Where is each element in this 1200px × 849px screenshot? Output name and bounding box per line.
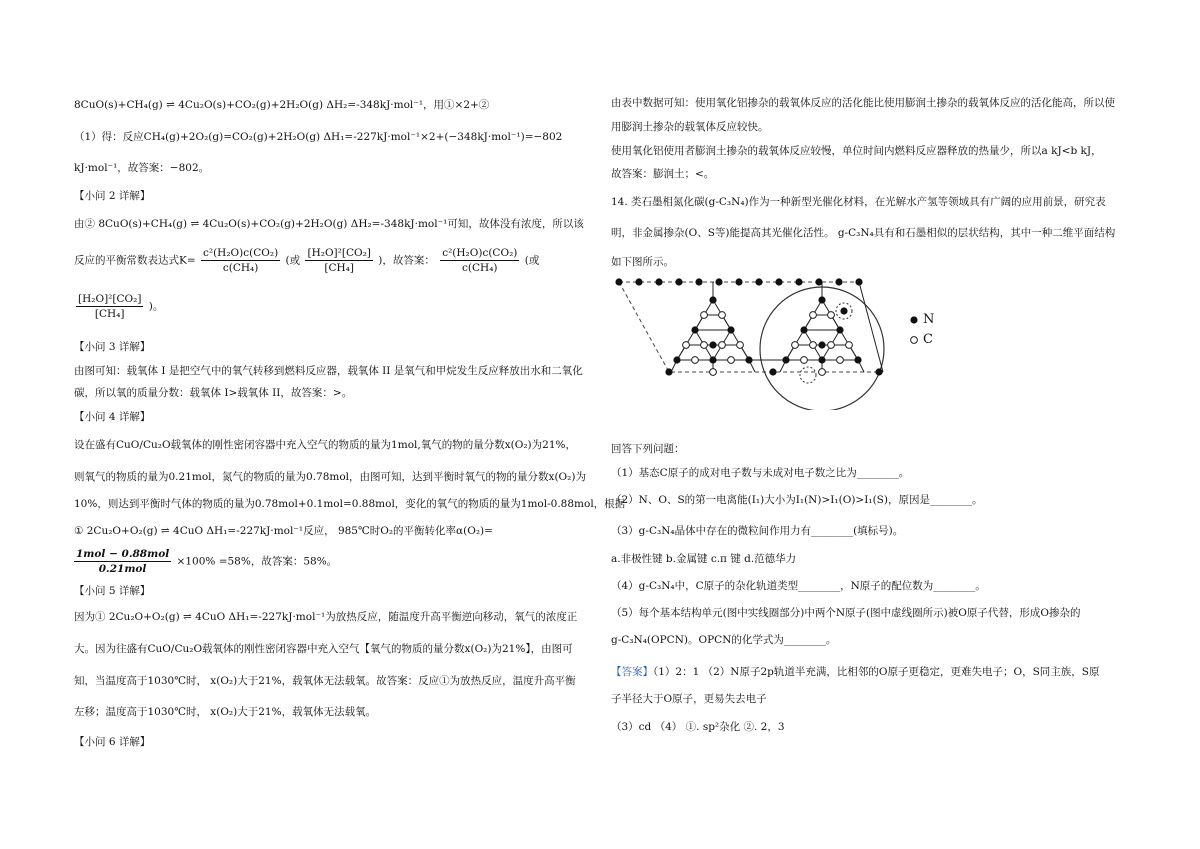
text-line: g-C₃N₄(OPCN)。OPCN的化学式为________。 xyxy=(611,634,837,646)
equilibrium-constant-line xyxy=(74,246,539,275)
text-line: 回答下列问题： xyxy=(611,443,685,455)
text-line: 用膨润土掺杂的载氧体反应较快。 xyxy=(611,121,769,133)
question-5: （5）每个基本结构单元(图中实线圈部分)中两个N原子(图中虚线圈所示)被O原子代替，形成O掺杂的 xyxy=(611,607,1081,619)
text-line: 明，非金属掺杂(O、S等)能提高其光催化活性。 g-C₃N₄具有和石墨相似的层状结构，其中一种二维平面结构 xyxy=(611,227,1116,239)
answer-line xyxy=(611,665,1100,679)
fraction-denominator: c(CH₄) xyxy=(462,262,498,274)
fraction-numerator: c²(H₂O)c(CO₂) xyxy=(442,247,518,259)
fraction xyxy=(440,246,519,275)
fraction-numerator: c²(H₂O)c(CO₂) xyxy=(203,247,279,259)
text-line: 左移；温度高于1030℃时， x(O₂)大于21%，载氧体无法载氧。 xyxy=(74,706,377,718)
fraction xyxy=(201,246,280,275)
carbon-atoms xyxy=(683,312,853,376)
fraction xyxy=(76,292,143,321)
text-line: （1）得：反应CH₄(g)+2O₂(g)=CO₂(g)+2H₂O(g) ΔH₁=-227kJ·mol⁻¹×2+(−348kJ·mol⁻¹)=−802 xyxy=(74,131,563,143)
equation-line: 8CuO(s)+CH₄(g) ⇌ 4Cu₂O(s)+CO₂(g)+2H₂O(g) ΔH₂=-348kJ·mol⁻¹，用①×2+② xyxy=(74,99,490,111)
text-line: 由② 8CuO(s)+CH₄(g) ⇌ 4Cu₂O(s)+CO₂(g)+2H₂O(g) ΔH₂=-348kJ·mol⁻¹可知，故体没有浓度，所以该 xyxy=(74,218,584,230)
fraction-line xyxy=(74,292,163,321)
fraction-denominator: [CH₄] xyxy=(94,308,125,320)
fraction-numerator: 1mol − 0.88mol xyxy=(76,548,170,560)
text-segment: (或 xyxy=(285,254,301,267)
section-heading: 【小问 2 详解】 xyxy=(74,190,151,202)
question-3-options: a.非极性键 b.金属键 c.π 键 d.范德华力 xyxy=(611,553,797,565)
conversion-line xyxy=(74,547,337,576)
text-line: 大。因为往盛有CuO/Cu₂O载氧体的刚性密闭容器中充入空气【氧气的物质的量分数x(O₂)为21%】，由图可 xyxy=(74,643,573,655)
legend-n-marker xyxy=(910,316,917,323)
text-segment: )，故答案： xyxy=(378,254,435,267)
text-segment: ×100% =58%，故答案：58%。 xyxy=(176,555,338,568)
gc3n4-structure-diagram xyxy=(611,272,931,410)
section-heading: 【小问 5 详解】 xyxy=(74,585,151,597)
text-line: 知，当温度高于1030℃时， x(O₂)大于21%，载氧体无法载氧。故答案：反应①为放热反应，温度升高平衡 xyxy=(74,675,576,687)
bond-lines xyxy=(749,282,883,372)
text-line: 子半径大于O原子，更易失去电子 xyxy=(611,693,767,705)
answer-tag: 【答案】 xyxy=(611,666,653,678)
text-segment: )。 xyxy=(148,300,164,313)
section-heading: 【小问 3 详解】 xyxy=(74,341,151,353)
legend-n-label: N xyxy=(923,312,935,327)
text-line: 故答案：膨润土；<。 xyxy=(611,168,715,180)
text-line: 设在盛有CuO/Cu₂O载氧体的刚性密闭容器中充入空气的物质的量为1mol,氧气的物的量分数x(O₂)为21%， xyxy=(74,439,576,451)
fraction-numerator: [H₂O]²[CO₂] xyxy=(307,247,371,259)
text-line: kJ·mol⁻¹，故答案：−802。 xyxy=(74,162,210,174)
fraction-denominator: c(CH₄) xyxy=(222,262,259,274)
text-line: 则氧气的物质的量为0.21mol，氮气的物质的量为0.78mol，由图可知，达到平衡时氧气的物的量分数x(O₂)为 xyxy=(74,471,586,483)
fraction xyxy=(305,246,372,275)
text-line: 碳，所以氧的质量分数：载氧体 I>载氧体 II，故答案：>。 xyxy=(74,387,353,399)
question-14-stem: 14. 类石墨相氮化碳(g-C₃N₄)作为一种新型光催化材料，在光解水产氢等领域具有广阔的应用前景，研究表 xyxy=(611,196,1106,208)
question-1: （1）基态C原子的成对电子数与未成对电子数之比为________。 xyxy=(611,467,910,479)
section-heading: 【小问 6 详解】 xyxy=(74,736,151,748)
legend-c-label: C xyxy=(923,332,933,347)
question-3: （3）g-C₃N₄晶体中存在的微粒间作用力有________(填标号)。 xyxy=(611,525,904,537)
legend-c-marker xyxy=(911,337,918,344)
text-line: 使用氧化铝使用者膨润土掺杂的载氧体反应较慢，单位时间内燃料反应器释放的热量少，所以a kJ<b kJ， xyxy=(611,145,1102,157)
substitution-circle xyxy=(800,367,816,383)
text-line: 10%，则达到平衡时气体的物质的量为0.78mol+0.1mol=0.88mol，变化的氧气的物质的量为1mol-0.88mol，根据 xyxy=(74,498,626,510)
question-2: （2）N、O、S的第一电离能(I₁)大小为I₁(N)>I₁(O)>I₁(S)，原因是________。 xyxy=(611,494,983,506)
text-line: 如下图所示。 xyxy=(611,256,674,268)
text-line: 因为① 2Cu₂O+O₂(g) ⇌ 4CuO ΔH₁=-227kJ·mol⁻¹为放热反应，随温度升高平衡逆向移动，氧气的浓度正 xyxy=(74,611,578,623)
text-line: 由表中数据可知：使用氧化铝掺杂的载氧体反应的活化能比使用膨润土掺杂的载氧体反应的活化能高，所以使 xyxy=(611,97,1115,109)
text-line: 由图可知：载氧体 I 是把空气中的氧气转移到燃料反应器，载氧体 II 是氧气和甲烷发生反应释放出水和二氧化 xyxy=(74,365,583,377)
section-heading: 【小问 4 详解】 xyxy=(74,411,151,423)
fraction xyxy=(74,547,171,576)
text-segment: (或 xyxy=(524,254,540,267)
text-segment: （1）2：1 （2）N原子2p轨道半充满，比相邻的O原子更稳定，更难失电子；O，S同主族，S原 xyxy=(653,666,1100,678)
text-line: （3）cd （4） ①. sp²杂化 ②. 2，3 xyxy=(611,721,785,733)
fraction-numerator: [H₂O]²[CO₂] xyxy=(78,293,142,305)
text-segment: 反应的平衡常数表达式K= xyxy=(74,254,196,267)
question-4: （4）g-C₃N₄中，C原子的杂化轨道类型________，N原子的配位数为________。 xyxy=(611,580,986,592)
text-line: ① 2Cu₂O+O₂(g) ⇌ 4CuO ΔH₁=-227kJ·mol⁻¹反应， 985℃时O₂的平衡转化率α(O₂)= xyxy=(74,525,493,537)
fraction-denominator: [CH₄] xyxy=(324,262,354,274)
fraction-denominator: 0.21mol xyxy=(98,563,147,575)
